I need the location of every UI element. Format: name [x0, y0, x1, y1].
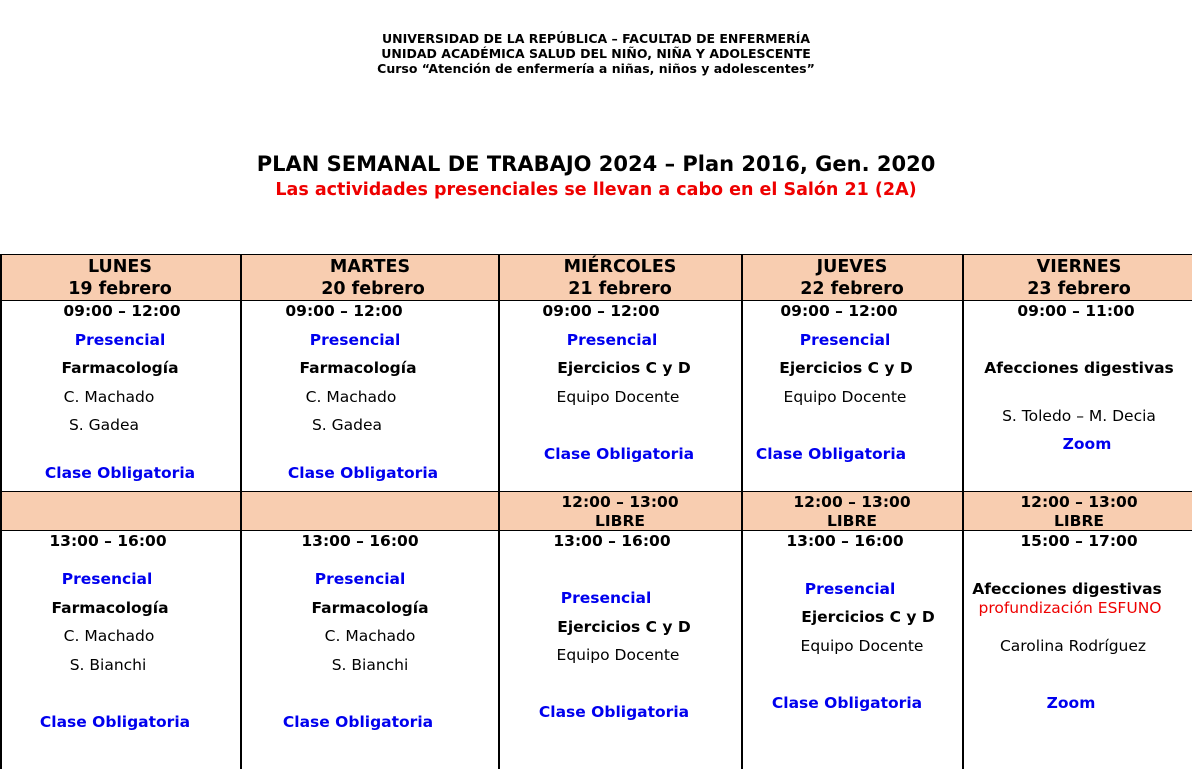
time-slot: 12:00 – 13:00 [1020, 493, 1138, 511]
page-subtitle: Las actividades presenciales se llevan a cabo en el Salón 21 (2A) [275, 180, 917, 200]
header-line-2: UNIDAD ACADÉMICA SALUD DEL NIÑO, NIÑA Y ADOLESCENTE [381, 46, 811, 61]
time-slot: 13:00 – 16:00 [786, 532, 904, 550]
staff-name: C. Machado [305, 388, 397, 406]
time-slot: 12:00 – 13:00 [561, 493, 679, 511]
time-slot: 12:00 – 13:00 [793, 493, 911, 511]
mandatory-note: Clase Obligatoria [543, 445, 695, 463]
mandatory-note: Clase Obligatoria [44, 464, 196, 482]
staff-name: Equipo Docente [783, 388, 907, 406]
day-date: 20 febrero [321, 279, 425, 299]
subject-title: Afecciones digestivas [984, 359, 1174, 377]
modality-label: Presencial [74, 331, 166, 349]
staff-name: C. Machado [324, 627, 416, 645]
column-divider [498, 254, 500, 769]
column-divider [0, 254, 2, 769]
staff-name: S. Bianchi [331, 656, 409, 674]
staff-name: C. Machado [63, 388, 155, 406]
day-name: JUEVES [816, 257, 888, 277]
free-label: LIBRE [827, 512, 877, 530]
table-top-border [0, 254, 1192, 255]
staff-name: C. Machado [63, 627, 155, 645]
modality-label: Presencial [314, 570, 406, 588]
mandatory-note: Clase Obligatoria [755, 445, 907, 463]
time-slot: 15:00 – 17:00 [1020, 532, 1138, 550]
column-divider [741, 254, 743, 769]
staff-name: S. Gadea [311, 416, 383, 434]
column-divider [240, 254, 242, 769]
subject-title: Ejercicios C y D [779, 359, 913, 377]
subject-title: Farmacología [51, 599, 169, 617]
modality-label: Zoom [1046, 694, 1096, 712]
staff-name: S. Gadea [68, 416, 140, 434]
subject-title: Farmacología [299, 359, 417, 377]
column-divider [962, 254, 964, 769]
page-title: PLAN SEMANAL DE TRABAJO 2024 – Plan 2016, Gen. 2020 [256, 152, 936, 176]
day-name: LUNES [88, 257, 152, 277]
subject-title: Afecciones digestivas [972, 580, 1162, 598]
time-slot: 09:00 – 11:00 [1017, 302, 1135, 320]
day-date: 19 febrero [68, 279, 172, 299]
subject-title: Ejercicios C y D [557, 618, 691, 636]
modality-label: Presencial [61, 570, 153, 588]
header-line-3: Curso “Atención de enfermería a niñas, niños y adolescentes” [377, 61, 815, 76]
day-date: 21 febrero [568, 279, 672, 299]
staff-name: Equipo Docente [800, 637, 924, 655]
subject-title: Ejercicios C y D [801, 608, 935, 626]
mandatory-note: Clase Obligatoria [771, 694, 923, 712]
modality-label: Presencial [799, 331, 891, 349]
modality-label: Presencial [560, 589, 652, 607]
free-label: LIBRE [595, 512, 645, 530]
staff-name: S. Bianchi [69, 656, 147, 674]
free-label: LIBRE [1054, 512, 1104, 530]
mandatory-note: Clase Obligatoria [282, 713, 434, 731]
modality-label: Presencial [566, 331, 658, 349]
mandatory-note: Clase Obligatoria [287, 464, 439, 482]
modality-label: Zoom [1062, 435, 1112, 453]
subject-title: Ejercicios C y D [557, 359, 691, 377]
day-date: 22 febrero [800, 279, 904, 299]
subject-title: Farmacología [61, 359, 179, 377]
time-slot: 09:00 – 12:00 [542, 302, 660, 320]
day-name: MARTES [329, 257, 411, 277]
header-line-1: UNIVERSIDAD DE LA REPÚBLICA – FACULTAD DE ENFERMERÍA [381, 31, 811, 46]
subject-title: Farmacología [311, 599, 429, 617]
time-slot: 13:00 – 16:00 [301, 532, 419, 550]
time-slot: 09:00 – 12:00 [63, 302, 181, 320]
time-slot: 09:00 – 12:00 [285, 302, 403, 320]
time-slot: 09:00 – 12:00 [780, 302, 898, 320]
day-name: VIERNES [1036, 257, 1122, 277]
deepening-note: profundización ESFUNO [978, 599, 1162, 617]
staff-name: Carolina Rodríguez [999, 637, 1147, 655]
modality-label: Presencial [309, 331, 401, 349]
mandatory-note: Clase Obligatoria [538, 703, 690, 721]
day-date: 23 febrero [1027, 279, 1131, 299]
staff-name: Equipo Docente [556, 388, 680, 406]
day-name: MIÉRCOLES [563, 257, 677, 277]
time-slot: 13:00 – 16:00 [553, 532, 671, 550]
mandatory-note: Clase Obligatoria [39, 713, 191, 731]
staff-name: Equipo Docente [556, 646, 680, 664]
modality-label: Presencial [804, 580, 896, 598]
staff-name: S. Toledo – M. Decia [1002, 407, 1156, 425]
time-slot: 13:00 – 16:00 [49, 532, 167, 550]
